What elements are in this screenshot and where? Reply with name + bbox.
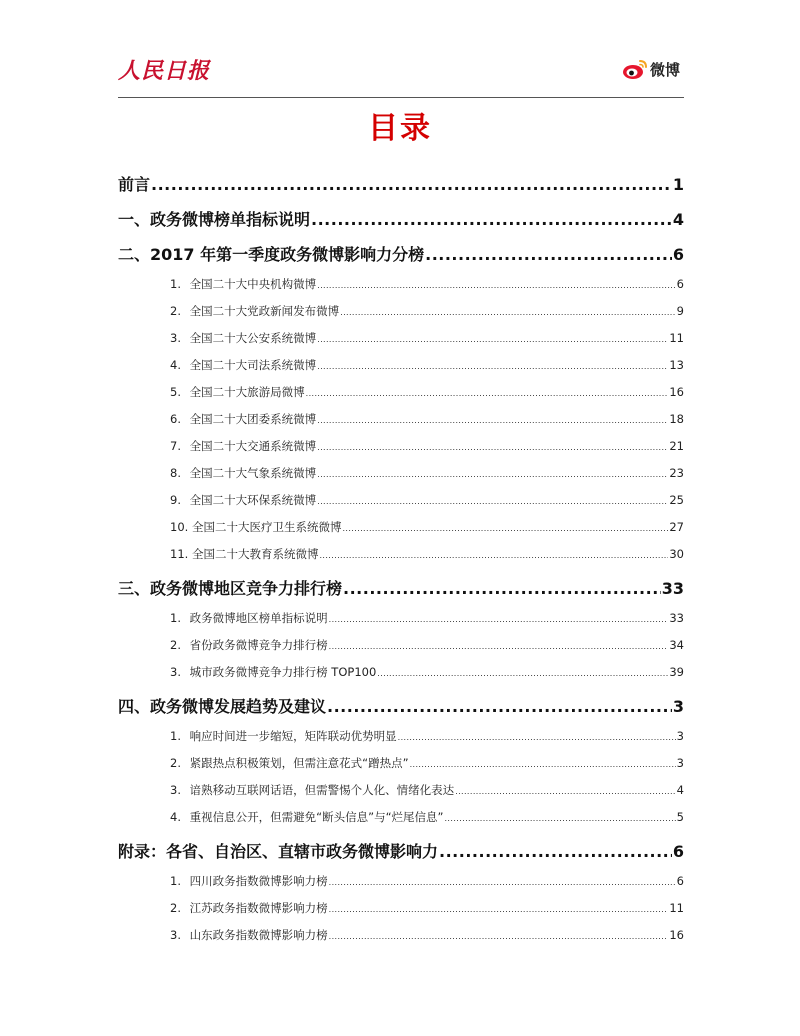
toc-leader-dots (306, 389, 669, 398)
toc-entry-label: 全国二十大团委系统微博 (186, 412, 317, 426)
toc-section-entry[interactable] (118, 839, 684, 865)
toc-entry-label: 响应时间进一步缩短，矩阵联动优势明显 (186, 729, 397, 743)
toc-subsection-entry[interactable] (118, 782, 684, 802)
toc-entry-title (118, 465, 316, 481)
toc-entry-title (118, 664, 376, 680)
toc-leader-dots (377, 669, 668, 678)
toc-section-entry[interactable] (118, 172, 684, 198)
toc-page-number: 4 (676, 783, 684, 797)
toc-entry-label: 全国二十大气象系统微博 (186, 466, 317, 480)
toc-entry-number: 9. (170, 493, 181, 507)
toc-page-number: 1 (672, 175, 684, 194)
header-divider (118, 97, 684, 98)
toc-page-number: 3 (676, 729, 684, 743)
toc-leader-dots (329, 932, 669, 941)
toc-entry-title (118, 728, 397, 744)
toc-entry-title (118, 782, 454, 798)
toc-page-number: 16 (669, 928, 684, 942)
toc-page-number: 27 (669, 520, 684, 534)
toc-entry-number: 1. (170, 611, 181, 625)
toc-subsection-entry[interactable] (118, 276, 684, 296)
toc-entry-title: 二、2017 年第一季度政务微博影响力分榜 (118, 245, 425, 264)
toc-subsection-entry[interactable] (118, 927, 684, 947)
toc-entry-number: 8. (170, 466, 181, 480)
toc-entry-number: 4. (170, 358, 181, 372)
toc-entry-label: 四川政务指数微博影响力榜 (186, 874, 328, 888)
toc-leader-dots (340, 308, 676, 317)
toc-entry-number: 1. (170, 277, 181, 291)
toc-page-number: 13 (669, 358, 684, 372)
toc-entry-number: 6. (170, 412, 181, 426)
toc-leader-dots (329, 905, 669, 914)
toc-entry-title: 前言 (118, 175, 151, 194)
toc-subsection-entry[interactable] (118, 809, 684, 829)
toc-entry-label: 重视信息公开，但需避免“断头信息”与“烂尾信息” (186, 810, 444, 824)
toc-entry-label: 全国二十大交通系统微博 (186, 439, 317, 453)
toc-subsection-entry[interactable] (118, 755, 684, 775)
toc-entry-title (118, 330, 316, 346)
toc-leader-dots (439, 842, 672, 861)
toc-entry-label: 政务微博地区榜单指标说明 (186, 611, 328, 625)
toc-entry-title: 四、政务微博发展趋势及建议 (118, 697, 327, 716)
toc-subsection-entry[interactable] (118, 664, 684, 684)
page-header (118, 50, 684, 98)
toc-entry-number: 11. (170, 547, 189, 561)
toc-leader-dots (317, 470, 668, 479)
toc-entry-number: 3. (170, 928, 181, 942)
toc-leader-dots (342, 524, 668, 533)
toc-entry-number: 3. (170, 331, 181, 345)
toc-subsection-entry[interactable] (118, 873, 684, 893)
toc-subsection-entry[interactable] (118, 519, 684, 539)
toc-leader-dots (455, 787, 676, 796)
toc-page-number: 6 (672, 245, 684, 264)
toc-entry-label: 江苏政务指数微博影响力榜 (186, 901, 328, 915)
toc-entry-number: 2. (170, 638, 181, 652)
toc-leader-dots (317, 443, 668, 452)
toc-page-number: 33 (661, 579, 684, 598)
toc-leader-dots (329, 878, 676, 887)
toc-entry-label: 城市政务微博竞争力排行榜 TOP100 (186, 665, 377, 679)
toc-entry-title (118, 276, 316, 292)
toc-page-number: 6 (676, 277, 684, 291)
toc-entry-title (118, 809, 443, 825)
toc-leader-dots (311, 210, 672, 229)
toc-entry-title (118, 438, 316, 454)
toc-entry-number: 10. (170, 520, 189, 534)
toc-entry-number: 3. (170, 783, 181, 797)
toc-leader-dots (319, 551, 668, 560)
toc-subsection-entry[interactable] (118, 546, 684, 566)
toc-entry-title (118, 492, 316, 508)
toc-subsection-entry[interactable] (118, 303, 684, 323)
toc-section-entry[interactable] (118, 242, 684, 268)
toc-page-number: 6 (676, 874, 684, 888)
weibo-logo (622, 58, 680, 80)
toc-leader-dots (398, 733, 676, 742)
toc-subsection-entry[interactable] (118, 728, 684, 748)
toc-entry-label: 全国二十大公安系统微博 (186, 331, 317, 345)
toc-subsection-entry[interactable] (118, 610, 684, 630)
toc-entry-label: 山东政务指数微博影响力榜 (186, 928, 328, 942)
toc-page-number: 3 (672, 697, 684, 716)
toc-entry-label: 全国二十大司法系统微博 (186, 358, 317, 372)
toc-page-number: 18 (669, 412, 684, 426)
toc-entry-title (118, 303, 339, 319)
toc-entry-number: 1. (170, 729, 181, 743)
toc-subsection-entry[interactable] (118, 384, 684, 404)
toc-subsection-entry[interactable] (118, 900, 684, 920)
toc-entry-number: 3. (170, 665, 181, 679)
toc-entry-title (118, 411, 316, 427)
toc-leader-dots (327, 697, 672, 716)
toc-entry-title (118, 637, 328, 653)
toc-subsection-entry[interactable] (118, 637, 684, 657)
toc-entry-number: 4. (170, 810, 181, 824)
toc-subsection-entry[interactable] (118, 465, 684, 485)
toc-subsection-entry[interactable] (118, 438, 684, 458)
toc-entry-label: 全国二十大党政新闻发布微博 (186, 304, 340, 318)
toc-entry-title (118, 873, 328, 889)
toc-entry-number: 7. (170, 439, 181, 453)
page-title: 目录 (368, 111, 432, 146)
toc-page-number: 33 (669, 611, 684, 625)
toc-section-entry[interactable] (118, 207, 684, 233)
toc-entry-title (118, 546, 318, 562)
toc-page-number: 21 (669, 439, 684, 453)
toc-leader-dots (329, 615, 669, 624)
toc-page-number: 5 (676, 810, 684, 824)
toc-leader-dots (317, 335, 668, 344)
toc-entry-title (118, 755, 409, 771)
toc-entry-label: 全国二十大医疗卫生系统微博 (188, 520, 342, 534)
toc-entry-label: 全国二十大环保系统微博 (186, 493, 317, 507)
toc-leader-dots (444, 814, 675, 823)
toc-entry-title: 三、政务微博地区竞争力排行榜 (118, 579, 343, 598)
toc-entry-title (118, 519, 341, 535)
toc-leader-dots (425, 245, 672, 264)
toc-page-number: 6 (672, 842, 684, 861)
toc-page-number: 11 (669, 901, 684, 915)
toc-leader-dots (317, 416, 668, 425)
toc-leader-dots (343, 579, 661, 598)
toc-entry-title (118, 384, 305, 400)
toc-section-entry[interactable] (118, 576, 684, 602)
toc-leader-dots (317, 362, 668, 371)
toc-page-number: 23 (669, 466, 684, 480)
toc-entry-title (118, 357, 316, 373)
toc-subsection-entry[interactable] (118, 357, 684, 377)
weibo-wordmark: 微博 (649, 60, 680, 79)
toc-subsection-entry[interactable] (118, 411, 684, 431)
toc-entry-title (118, 610, 328, 626)
toc-entry-number: 1. (170, 874, 181, 888)
toc-entry-number: 2. (170, 304, 181, 318)
toc-leader-dots (317, 281, 676, 290)
toc-page-number: 25 (669, 493, 684, 507)
toc-entry-number: 5. (170, 385, 181, 399)
toc-section-entry[interactable] (118, 694, 684, 720)
toc-page-number: 39 (669, 665, 684, 679)
toc-page-number: 34 (669, 638, 684, 652)
toc-page-number: 9 (676, 304, 684, 318)
toc-entry-label: 全国二十大中央机构微博 (186, 277, 317, 291)
toc-subsection-entry[interactable] (118, 492, 684, 512)
toc-page-number: 4 (672, 210, 684, 229)
toc-entry-label: 紧跟热点积极策划，但需注意花式“蹭热点” (186, 756, 409, 770)
toc-entry-title (118, 927, 328, 943)
toc-entry-title: 一、政务微博榜单指标说明 (118, 210, 311, 229)
toc-leader-dots (151, 175, 672, 194)
toc-leader-dots (317, 497, 668, 506)
toc-leader-dots (329, 642, 669, 651)
toc-page-number: 3 (676, 756, 684, 770)
people-daily-logo: 人民日报 (118, 58, 211, 84)
weibo-eye-icon (622, 58, 648, 80)
toc-entry-number: 2. (170, 756, 181, 770)
toc-entry-title: 附录：各省、自治区、直辖市政务微博影响力 (118, 842, 439, 861)
toc-entry-label: 全国二十大教育系统微博 (188, 547, 319, 561)
toc-page-number: 11 (669, 331, 684, 345)
toc-subsection-entry[interactable] (118, 330, 684, 350)
toc-entry-number: 2. (170, 901, 181, 915)
toc-entry-label: 谙熟移动互联网话语，但需警惕个人化、情绪化表达 (186, 783, 455, 797)
toc-entry-title (118, 900, 328, 916)
toc-page-number: 30 (669, 547, 684, 561)
toc-page-number: 16 (669, 385, 684, 399)
toc-leader-dots (410, 760, 676, 769)
toc-entry-label: 省份政务微博竞争力排行榜 (186, 638, 328, 652)
toc-entry-label: 全国二十大旅游局微博 (186, 385, 305, 399)
